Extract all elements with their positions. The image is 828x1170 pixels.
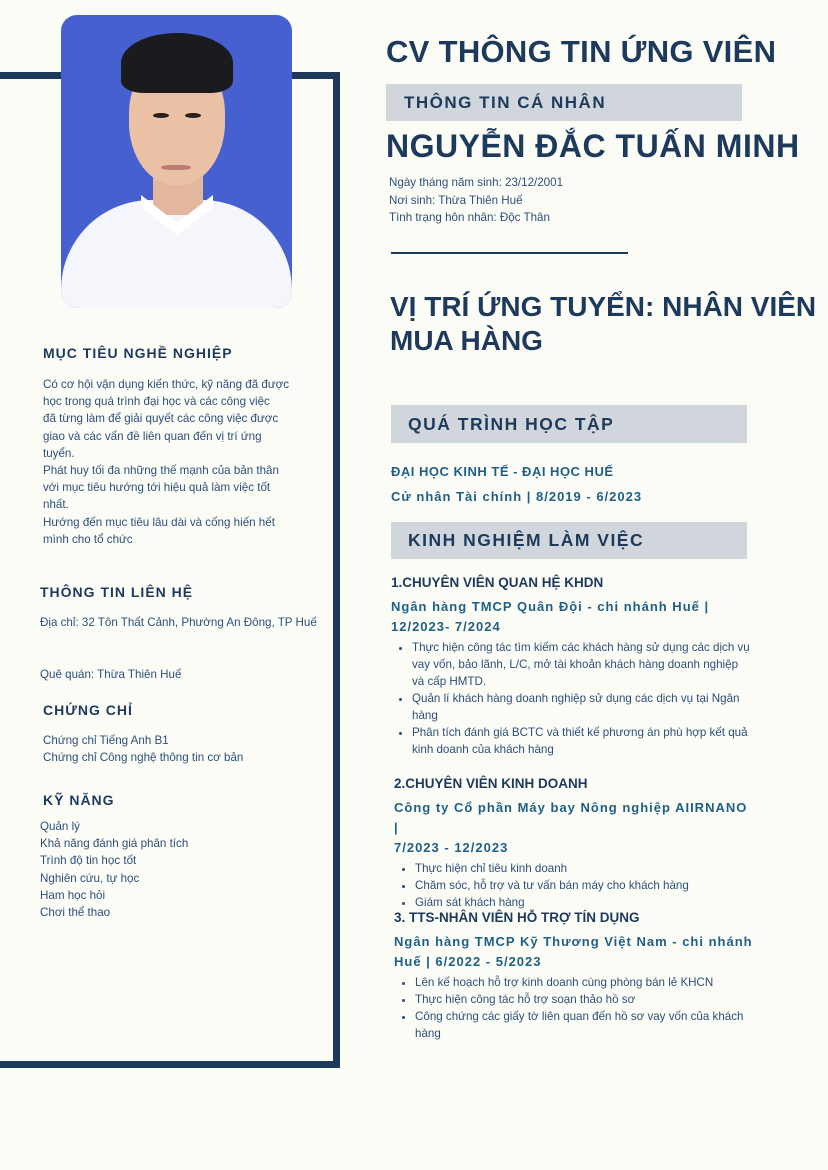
personal-info-band [386,84,742,121]
objective-line: học trong quá trình đại học và các công việc [43,395,270,409]
job-bullets [391,639,751,758]
job-bullet: • Giám sát khách hàng [415,894,754,911]
skill-item: Trình độ tin học tốt [40,854,137,868]
shirt-shape [61,200,292,308]
job-bullets [394,974,754,1042]
certificates-heading: CHỨNG CHỈ [43,702,133,718]
job-bullet: • Công chứng các giấy tờ liên quan đến hồ sơ vay vốn của khách hàng [415,1008,754,1042]
job-company-line: 7/2023 - 12/2023 [394,840,509,855]
job-bullet: • Thực hiện chỉ tiêu kinh doanh [415,860,754,877]
job-company-line: Huế | 6/2022 - 5/2023 [394,954,542,969]
personal-info-heading: THÔNG TIN CÁ NHÂN [404,93,607,112]
birth-place: Nơi sinh: Thừa Thiên Huế [389,193,523,207]
objective-line: Hướng đến mục tiêu lâu dài và cống hiến hết [43,515,275,529]
certificate-item: Chứng chỉ Công nghệ thông tin cơ bản [43,751,244,765]
portrait-photo [61,15,292,308]
objective-line: giao và các vấn đề liên quan đến vị trí ứng [43,429,262,443]
skill-item: Chơi thể thao [40,906,111,920]
job-entry [394,910,754,1042]
skills-heading: KỸ NĂNG [43,792,115,808]
job-title: 1.CHUYÊN VIÊN QUAN HỆ KHDN [391,575,604,590]
objective-line: nhất. [43,498,69,512]
job-company [391,597,751,637]
objective-text [43,376,289,548]
job-bullet: • Thực hiện công tác tìm kiếm các khách hàng sử dụng các dịch vụ vay vốn, bảo lãnh, L/C, mở tài khoản khách hàng doanh nghiệp và cấp HMTD. [412,639,751,690]
marital-status: Tình trạng hôn nhân: Độc Thân [389,211,550,224]
job-company-line: Ngân hàng TMCP Quân Đội - chi nhánh Huế | [391,599,710,614]
right-eye-shape [185,113,201,118]
skill-item: Nghiên cứu, tự học [40,871,140,885]
skill-item: Khả năng đánh giá phân tích [40,837,189,851]
education-school: ĐẠI HỌC KINH TẾ - ĐẠI HỌC HUẾ [391,464,614,479]
education-band [391,405,747,443]
job-bullet: • Chăm sóc, hỗ trợ và tư vấn bán máy cho khách hàng [415,877,754,894]
certificates-list [43,732,243,766]
job-company-line: Công ty Cổ phần Máy bay Nông nghiệp AIIRNANO | [394,800,748,835]
objective-heading: MỤC TIÊU NGHỀ NGHIỆP [43,345,233,361]
job-company-line: Ngân hàng TMCP Kỹ Thương Việt Nam - chi nhánh [394,934,753,949]
experience-heading: KINH NGHIỆM LÀM VIỆC [408,530,645,550]
objective-line: mình cho tổ chức [43,532,133,546]
experience-band [391,522,747,559]
birth-date: Ngày tháng năm sinh: 23/12/2001 [389,176,564,189]
objective-line: tuyển. [43,446,75,460]
cv-title: CV THÔNG TIN ỨNG VIÊN [386,34,777,69]
objective-line: với mục tiêu hướng tới hiệu quả làm việc tốt [43,481,271,495]
education-degree: Cử nhân Tài chính | 8/2019 - 6/2023 [391,489,643,504]
position-line: VỊ TRÍ ỨNG TUYỂN: NHÂN VIÊN [390,291,817,322]
mouth-shape [161,165,191,170]
job-bullet: • Phân tích đánh giá BCTC và thiết kế phương án phù hợp kết quả kinh doanh của khách hàng [412,724,751,758]
position-title [390,290,816,358]
job-entry [391,575,751,758]
candidate-name: NGUYỄN ĐẮC TUẤN MINH [386,128,800,164]
hair-shape [121,33,233,93]
position-line: MUA HÀNG [390,325,543,356]
skill-item: Quản lý [40,820,80,833]
job-title: 2.CHUYÊN VIÊN KINH DOANH [394,776,588,791]
job-bullets [394,860,754,911]
education-heading: QUÁ TRÌNH HỌC TẬP [408,414,615,434]
job-title: 3. TTS-NHÂN VIÊN HỖ TRỢ TÍN DỤNG [394,910,640,925]
job-company [394,798,754,858]
job-company-line: 12/2023- 7/2024 [391,619,501,634]
objective-line: Có cơ hội vận dụng kiến thức, kỹ năng đã được [43,378,289,391]
job-entry [394,776,754,911]
left-eye-shape [153,113,169,118]
contact-hometown: Quê quán: Thừa Thiên Huế [40,668,182,681]
skill-item: Ham học hỏi [40,888,106,902]
job-bullet: • Quản lí khách hàng doanh nghiệp sử dụng các dịch vụ tại Ngân hàng [412,690,751,724]
certificate-item: Chứng chỉ Tiếng Anh B1 [43,734,169,747]
personal-details [389,174,563,227]
objective-line: đã từng làm để giải quyết các công việc được [43,412,279,426]
job-bullet: • Lên kế hoạch hỗ trợ kinh doanh cùng phòng bán lẻ KHCN [415,974,754,991]
divider-line [391,252,628,254]
skills-list [40,818,188,921]
job-bullet: • Thực hiện công tác hỗ trợ soạn thảo hồ sơ [415,991,754,1008]
objective-line: Phát huy tối đa những thế mạnh của bản thân [43,464,279,478]
contact-heading: THÔNG TIN LIÊN HỆ [40,584,194,600]
contact-address: Địa chỉ: 32 Tôn Thất Cảnh, Phường An Đông, TP Huế [40,616,317,629]
job-company [394,932,754,972]
